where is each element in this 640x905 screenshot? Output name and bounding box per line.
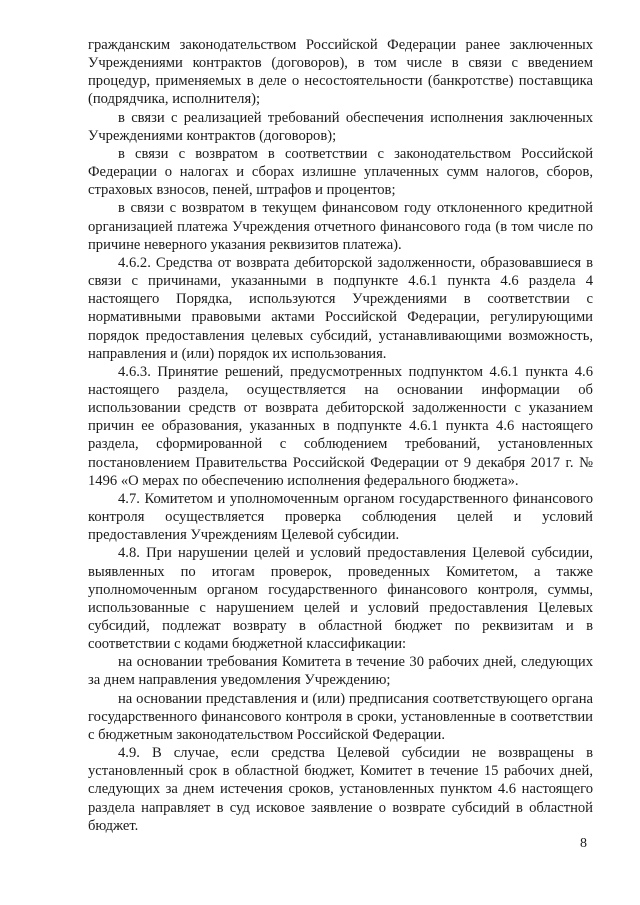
paragraph-continuation: гражданским законодательством Российской Федерации ранее заключенных Учреждениями контрактов (договоров), в том числе в связи с введением процедур, применяемых в деле о несостоятельности (банкротстве) поставщика (подрядчика, исполнителя);: [88, 37, 593, 108]
document-body: [88, 36, 593, 835]
paragraph-4-6-3: 4.6.3. Принятие решений, предусмотренных подпунктом 4.6.1 пункта 4.6 настоящего раздела, осуществляется на основании информации об использовании средств от возврата дебиторской задолженности с указанием причин ее образования, указанных в подпункте 4.6.1 пункта 4.6 настоящего раздела, сформированной с соблюдением требований, установленных постановлением Правительства Российской Федерации от 9 декабря 2017 г. № 1496 «О мерах по обеспечению исполнения федерального бюджета».: [88, 363, 593, 489]
paragraph-item-committee-demand: на основании требования Комитета в течение 30 рабочих дней, следующих за днем направления уведомления Учреждению;: [88, 654, 593, 689]
paragraph-item-control-order: на основании представления и (или) предписания соответствующего органа государственного финансового контроля в сроки, установленные в соответствии с бюджетным законодательством Российской Федерации.: [88, 690, 593, 743]
paragraph-4-7: 4.7. Комитетом и уполномоченным органом государственного финансового контроля осуществляется проверка соблюдения целей и условий предоставления Учреждениям Целевой субсидии.: [88, 490, 593, 544]
paragraph-item-tax-refund: в связи с возвратом в соответствии с законодательством Российской Федерации о налогах и сборах излишне уплаченных сумм налогов, сборов, страховых взносов, пеней, штрафов и процентов;: [88, 145, 593, 199]
paragraph-4-6-2: 4.6.2. Средства от возврата дебиторской задолженности, образовавшиеся в связи с причинами, указанными в подпункте 4.6.1 пункта 4.6 раздела 4 настоящего Порядка, используются Учреждениями в соответствии с нормативными правовыми актами Российской Федерации, регулирующими порядок предоставления целевых субсидий, устанавливающими возможность, направления и (или) порядок их использования.: [88, 254, 593, 362]
paragraph-4-9: 4.9. В случае, если средства Целевой субсидии не возвращены в установленный срок в областной бюджет, Комитет в течение 15 рабочих дней, следующих за днем истечения сроков, установленных пунктом 4.6 настоящего раздела направляет в суд исковое заявление о возврате субсидий в областной бюджет.: [88, 745, 593, 834]
page-number: 8: [580, 836, 587, 851]
paragraph-4-8: 4.8. При нарушении целей и условий предоставления Целевой субсидии, выявленных по итогам проверок, проведенных Комитетом, а также уполномоченным органом государственного финансового контроля, суммы, использованные с нарушением целей и условий предоставления Целевых субсидий, подлежат возврату в областной бюджет по реквизитам и в соответствии с кодами бюджетной классификации:: [88, 545, 593, 653]
paragraph-item-guarantee: в связи с реализацией требований обеспечения исполнения заключенных Учреждениями контрактов (договоров);: [88, 109, 593, 144]
paragraph-item-rejected-payment: в связи с возвратом в текущем финансовом году отклоненного кредитной организацией платежа Учреждения отчетного финансового года (в том числе по причине неверного указания реквизитов платежа).: [88, 200, 593, 253]
